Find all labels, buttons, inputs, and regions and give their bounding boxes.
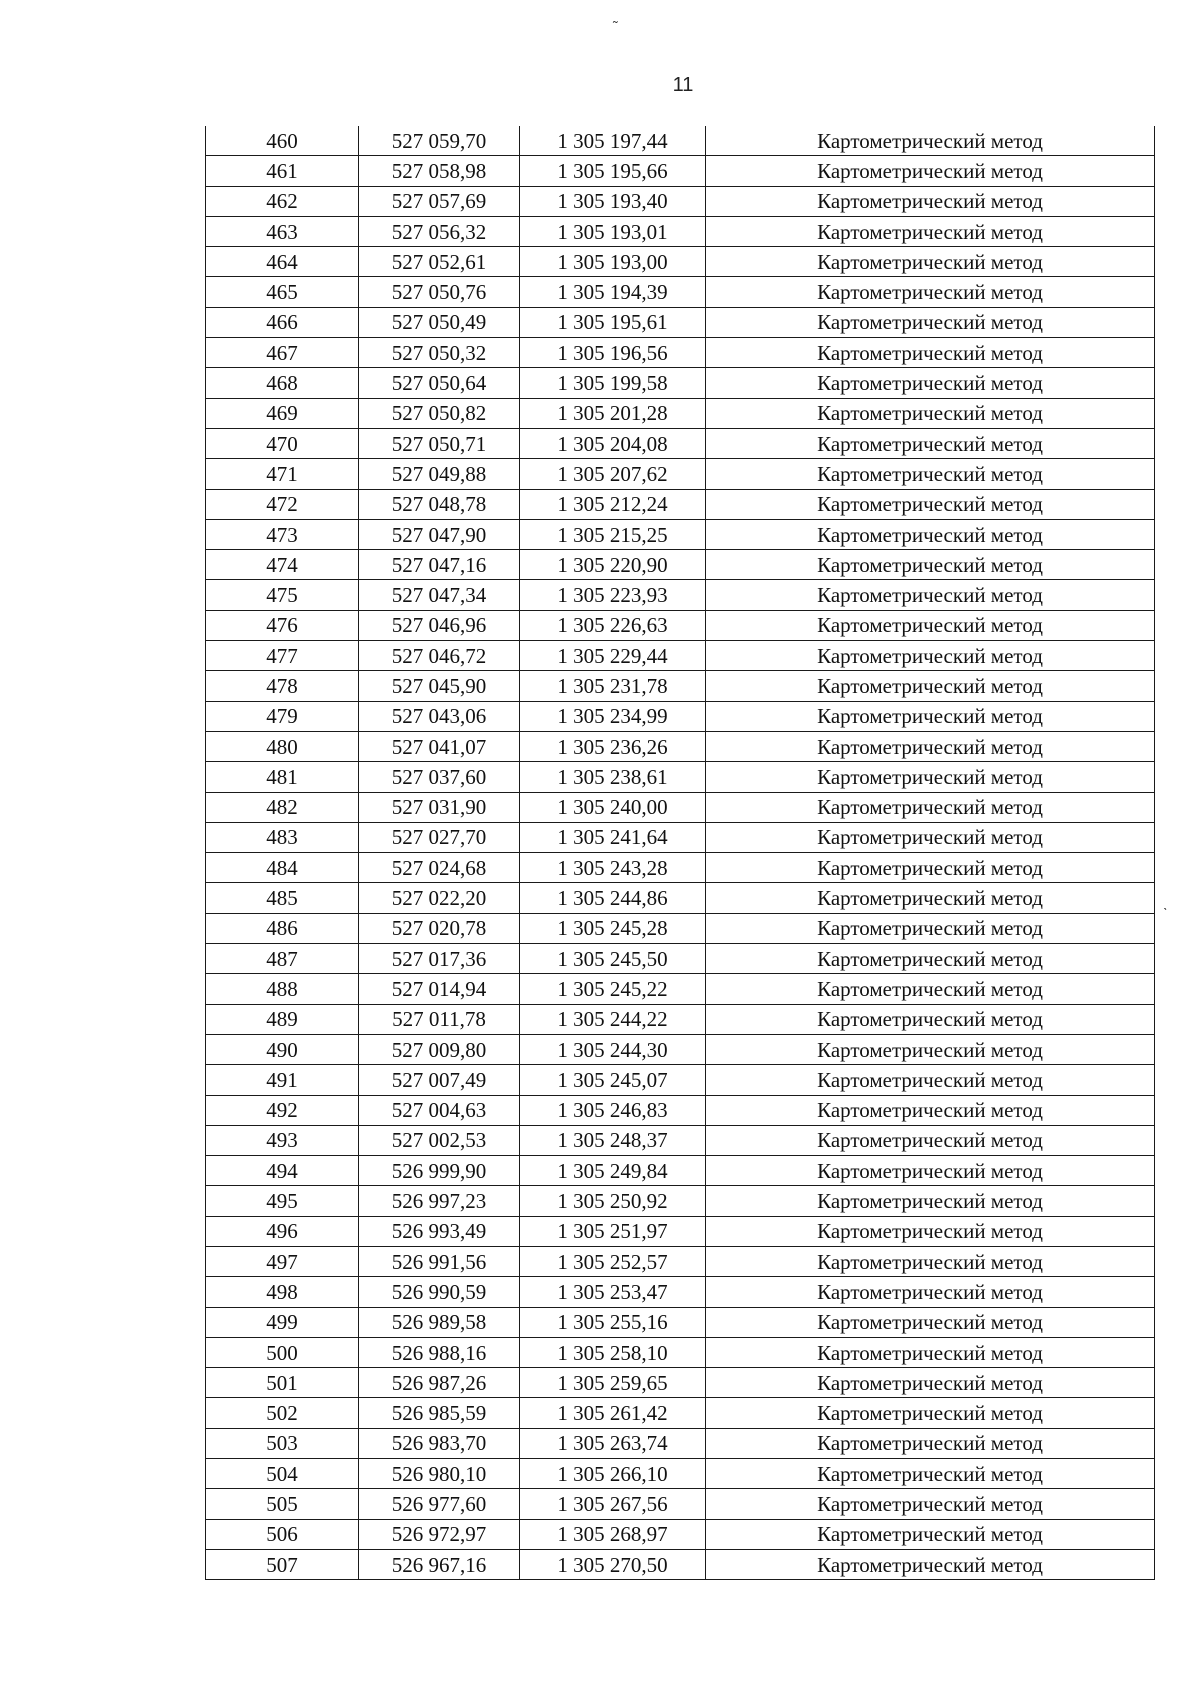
y-coordinate-cell: 1 305 250,92 bbox=[520, 1186, 706, 1216]
x-coordinate-cell: 527 037,60 bbox=[359, 762, 520, 792]
x-coordinate-cell: 527 048,78 bbox=[359, 489, 520, 519]
y-coordinate-cell: 1 305 241,64 bbox=[520, 822, 706, 852]
method-cell: Картометрический метод bbox=[706, 974, 1155, 1004]
y-coordinate-cell: 1 305 195,61 bbox=[520, 307, 706, 337]
table-row bbox=[206, 1337, 1155, 1367]
x-coordinate-cell: 527 027,70 bbox=[359, 822, 520, 852]
table-row bbox=[206, 762, 1155, 792]
method-cell: Картометрический метод bbox=[706, 186, 1155, 216]
y-coordinate-cell: 1 305 258,10 bbox=[520, 1337, 706, 1367]
x-coordinate-cell: 526 997,23 bbox=[359, 1186, 520, 1216]
y-coordinate-cell: 1 305 199,58 bbox=[520, 368, 706, 398]
x-coordinate-cell: 527 045,90 bbox=[359, 671, 520, 701]
point-number-cell: 507 bbox=[206, 1549, 359, 1579]
y-coordinate-cell: 1 305 244,30 bbox=[520, 1034, 706, 1064]
method-cell: Картометрический метод bbox=[706, 1095, 1155, 1125]
method-cell: Картометрический метод bbox=[706, 913, 1155, 943]
method-cell: Картометрический метод bbox=[706, 1216, 1155, 1246]
method-cell: Картометрический метод bbox=[706, 1034, 1155, 1064]
x-coordinate-cell: 527 050,82 bbox=[359, 398, 520, 428]
method-cell: Картометрический метод bbox=[706, 762, 1155, 792]
table-row bbox=[206, 1034, 1155, 1064]
y-coordinate-cell: 1 305 193,40 bbox=[520, 186, 706, 216]
table-row bbox=[206, 459, 1155, 489]
point-number-cell: 467 bbox=[206, 338, 359, 368]
y-coordinate-cell: 1 305 196,56 bbox=[520, 338, 706, 368]
x-coordinate-cell: 526 967,16 bbox=[359, 1549, 520, 1579]
point-number-cell: 504 bbox=[206, 1459, 359, 1489]
scan-speck: ˜ bbox=[613, 18, 618, 34]
table-row bbox=[206, 1398, 1155, 1428]
point-number-cell: 465 bbox=[206, 277, 359, 307]
table-row bbox=[206, 792, 1155, 822]
x-coordinate-cell: 527 047,16 bbox=[359, 550, 520, 580]
y-coordinate-cell: 1 305 248,37 bbox=[520, 1125, 706, 1155]
method-cell: Картометрический метод bbox=[706, 1428, 1155, 1458]
x-coordinate-cell: 526 999,90 bbox=[359, 1156, 520, 1186]
table-row bbox=[206, 883, 1155, 913]
table-row bbox=[206, 1307, 1155, 1337]
y-coordinate-cell: 1 305 245,07 bbox=[520, 1065, 706, 1095]
x-coordinate-cell: 527 050,76 bbox=[359, 277, 520, 307]
point-number-cell: 487 bbox=[206, 944, 359, 974]
y-coordinate-cell: 1 305 244,86 bbox=[520, 883, 706, 913]
y-coordinate-cell: 1 305 236,26 bbox=[520, 731, 706, 761]
table-row bbox=[206, 1459, 1155, 1489]
point-number-cell: 475 bbox=[206, 580, 359, 610]
x-coordinate-cell: 527 049,88 bbox=[359, 459, 520, 489]
point-number-cell: 461 bbox=[206, 156, 359, 186]
method-cell: Картометрический метод bbox=[706, 822, 1155, 852]
y-coordinate-cell: 1 305 259,65 bbox=[520, 1368, 706, 1398]
point-number-cell: 491 bbox=[206, 1065, 359, 1095]
point-number-cell: 477 bbox=[206, 641, 359, 671]
method-cell: Картометрический метод bbox=[706, 1459, 1155, 1489]
x-coordinate-cell: 527 020,78 bbox=[359, 913, 520, 943]
x-coordinate-cell: 527 011,78 bbox=[359, 1004, 520, 1034]
table-row bbox=[206, 913, 1155, 943]
y-coordinate-cell: 1 305 240,00 bbox=[520, 792, 706, 822]
y-coordinate-cell: 1 305 245,28 bbox=[520, 913, 706, 943]
coordinates-table bbox=[205, 126, 1155, 1580]
table-row bbox=[206, 338, 1155, 368]
point-number-cell: 468 bbox=[206, 368, 359, 398]
table-row bbox=[206, 156, 1155, 186]
table-row bbox=[206, 1095, 1155, 1125]
point-number-cell: 471 bbox=[206, 459, 359, 489]
x-coordinate-cell: 527 004,63 bbox=[359, 1095, 520, 1125]
table-row bbox=[206, 186, 1155, 216]
x-coordinate-cell: 526 989,58 bbox=[359, 1307, 520, 1337]
method-cell: Картометрический метод bbox=[706, 1489, 1155, 1519]
method-cell: Картометрический метод bbox=[706, 731, 1155, 761]
table-row bbox=[206, 1277, 1155, 1307]
point-number-cell: 497 bbox=[206, 1246, 359, 1276]
table-row bbox=[206, 1065, 1155, 1095]
table-row bbox=[206, 1246, 1155, 1276]
y-coordinate-cell: 1 305 193,01 bbox=[520, 216, 706, 246]
table-row bbox=[206, 701, 1155, 731]
point-number-cell: 482 bbox=[206, 792, 359, 822]
table-row bbox=[206, 1004, 1155, 1034]
x-coordinate-cell: 526 991,56 bbox=[359, 1246, 520, 1276]
x-coordinate-cell: 527 047,34 bbox=[359, 580, 520, 610]
y-coordinate-cell: 1 305 255,16 bbox=[520, 1307, 706, 1337]
table-row bbox=[206, 671, 1155, 701]
method-cell: Картометрический метод bbox=[706, 216, 1155, 246]
x-coordinate-cell: 527 056,32 bbox=[359, 216, 520, 246]
point-number-cell: 474 bbox=[206, 550, 359, 580]
table-row bbox=[206, 853, 1155, 883]
table-row bbox=[206, 1489, 1155, 1519]
y-coordinate-cell: 1 305 204,08 bbox=[520, 428, 706, 458]
point-number-cell: 489 bbox=[206, 1004, 359, 1034]
table-row bbox=[206, 974, 1155, 1004]
x-coordinate-cell: 527 024,68 bbox=[359, 853, 520, 883]
x-coordinate-cell: 527 002,53 bbox=[359, 1125, 520, 1155]
point-number-cell: 480 bbox=[206, 731, 359, 761]
method-cell: Картометрический метод bbox=[706, 944, 1155, 974]
table-row bbox=[206, 641, 1155, 671]
y-coordinate-cell: 1 305 212,24 bbox=[520, 489, 706, 519]
method-cell: Картометрический метод bbox=[706, 247, 1155, 277]
x-coordinate-cell: 527 017,36 bbox=[359, 944, 520, 974]
y-coordinate-cell: 1 305 267,56 bbox=[520, 1489, 706, 1519]
point-number-cell: 494 bbox=[206, 1156, 359, 1186]
table-row bbox=[206, 428, 1155, 458]
method-cell: Картометрический метод bbox=[706, 428, 1155, 458]
point-number-cell: 460 bbox=[206, 126, 359, 156]
x-coordinate-cell: 527 046,96 bbox=[359, 610, 520, 640]
point-number-cell: 478 bbox=[206, 671, 359, 701]
method-cell: Картометрический метод bbox=[706, 1519, 1155, 1549]
scan-speck: ˋ bbox=[1163, 905, 1168, 921]
y-coordinate-cell: 1 305 251,97 bbox=[520, 1216, 706, 1246]
point-number-cell: 499 bbox=[206, 1307, 359, 1337]
y-coordinate-cell: 1 305 226,63 bbox=[520, 610, 706, 640]
table-row bbox=[206, 247, 1155, 277]
method-cell: Картометрический метод bbox=[706, 459, 1155, 489]
method-cell: Картометрический метод bbox=[706, 1549, 1155, 1579]
x-coordinate-cell: 526 980,10 bbox=[359, 1459, 520, 1489]
table-row bbox=[206, 368, 1155, 398]
table-row bbox=[206, 580, 1155, 610]
y-coordinate-cell: 1 305 234,99 bbox=[520, 701, 706, 731]
table-row bbox=[206, 519, 1155, 549]
method-cell: Картометрический метод bbox=[706, 1246, 1155, 1276]
x-coordinate-cell: 526 987,26 bbox=[359, 1368, 520, 1398]
method-cell: Картометрический метод bbox=[706, 489, 1155, 519]
x-coordinate-cell: 527 046,72 bbox=[359, 641, 520, 671]
method-cell: Картометрический метод bbox=[706, 853, 1155, 883]
x-coordinate-cell: 527 058,98 bbox=[359, 156, 520, 186]
y-coordinate-cell: 1 305 207,62 bbox=[520, 459, 706, 489]
y-coordinate-cell: 1 305 268,97 bbox=[520, 1519, 706, 1549]
method-cell: Картометрический метод bbox=[706, 338, 1155, 368]
point-number-cell: 488 bbox=[206, 974, 359, 1004]
table-row bbox=[206, 489, 1155, 519]
method-cell: Картометрический метод bbox=[706, 156, 1155, 186]
x-coordinate-cell: 527 022,20 bbox=[359, 883, 520, 913]
method-cell: Картометрический метод bbox=[706, 1368, 1155, 1398]
point-number-cell: 464 bbox=[206, 247, 359, 277]
table-row bbox=[206, 1519, 1155, 1549]
y-coordinate-cell: 1 305 231,78 bbox=[520, 671, 706, 701]
point-number-cell: 486 bbox=[206, 913, 359, 943]
table-row bbox=[206, 731, 1155, 761]
point-number-cell: 479 bbox=[206, 701, 359, 731]
table-row bbox=[206, 277, 1155, 307]
point-number-cell: 466 bbox=[206, 307, 359, 337]
method-cell: Картометрический метод bbox=[706, 1004, 1155, 1034]
x-coordinate-cell: 526 983,70 bbox=[359, 1428, 520, 1458]
point-number-cell: 490 bbox=[206, 1034, 359, 1064]
method-cell: Картометрический метод bbox=[706, 1337, 1155, 1367]
table-row bbox=[206, 1186, 1155, 1216]
x-coordinate-cell: 526 988,16 bbox=[359, 1337, 520, 1367]
table-row bbox=[206, 1549, 1155, 1579]
method-cell: Картометрический метод bbox=[706, 126, 1155, 156]
y-coordinate-cell: 1 305 238,61 bbox=[520, 762, 706, 792]
y-coordinate-cell: 1 305 245,22 bbox=[520, 974, 706, 1004]
coordinates-table-container bbox=[205, 126, 1154, 1580]
point-number-cell: 463 bbox=[206, 216, 359, 246]
y-coordinate-cell: 1 305 193,00 bbox=[520, 247, 706, 277]
method-cell: Картометрический метод bbox=[706, 641, 1155, 671]
table-row bbox=[206, 1428, 1155, 1458]
y-coordinate-cell: 1 305 195,66 bbox=[520, 156, 706, 186]
table-row bbox=[206, 550, 1155, 580]
table-row bbox=[206, 822, 1155, 852]
method-cell: Картометрический метод bbox=[706, 1186, 1155, 1216]
y-coordinate-cell: 1 305 261,42 bbox=[520, 1398, 706, 1428]
x-coordinate-cell: 527 052,61 bbox=[359, 247, 520, 277]
x-coordinate-cell: 527 047,90 bbox=[359, 519, 520, 549]
y-coordinate-cell: 1 305 244,22 bbox=[520, 1004, 706, 1034]
method-cell: Картометрический метод bbox=[706, 792, 1155, 822]
x-coordinate-cell: 527 050,64 bbox=[359, 368, 520, 398]
point-number-cell: 505 bbox=[206, 1489, 359, 1519]
x-coordinate-cell: 527 007,49 bbox=[359, 1065, 520, 1095]
y-coordinate-cell: 1 305 229,44 bbox=[520, 641, 706, 671]
x-coordinate-cell: 527 059,70 bbox=[359, 126, 520, 156]
x-coordinate-cell: 527 057,69 bbox=[359, 186, 520, 216]
y-coordinate-cell: 1 305 270,50 bbox=[520, 1549, 706, 1579]
x-coordinate-cell: 527 050,49 bbox=[359, 307, 520, 337]
y-coordinate-cell: 1 305 249,84 bbox=[520, 1156, 706, 1186]
x-coordinate-cell: 527 050,32 bbox=[359, 338, 520, 368]
y-coordinate-cell: 1 305 266,10 bbox=[520, 1459, 706, 1489]
y-coordinate-cell: 1 305 223,93 bbox=[520, 580, 706, 610]
point-number-cell: 462 bbox=[206, 186, 359, 216]
method-cell: Картометрический метод bbox=[706, 1065, 1155, 1095]
method-cell: Картометрический метод bbox=[706, 701, 1155, 731]
method-cell: Картометрический метод bbox=[706, 580, 1155, 610]
point-number-cell: 483 bbox=[206, 822, 359, 852]
method-cell: Картометрический метод bbox=[706, 519, 1155, 549]
point-number-cell: 501 bbox=[206, 1368, 359, 1398]
table-row bbox=[206, 307, 1155, 337]
y-coordinate-cell: 1 305 245,50 bbox=[520, 944, 706, 974]
y-coordinate-cell: 1 305 263,74 bbox=[520, 1428, 706, 1458]
point-number-cell: 502 bbox=[206, 1398, 359, 1428]
table-row bbox=[206, 1125, 1155, 1155]
y-coordinate-cell: 1 305 197,44 bbox=[520, 126, 706, 156]
point-number-cell: 476 bbox=[206, 610, 359, 640]
point-number-cell: 473 bbox=[206, 519, 359, 549]
x-coordinate-cell: 527 050,71 bbox=[359, 428, 520, 458]
x-coordinate-cell: 526 985,59 bbox=[359, 1398, 520, 1428]
y-coordinate-cell: 1 305 253,47 bbox=[520, 1277, 706, 1307]
method-cell: Картометрический метод bbox=[706, 1156, 1155, 1186]
point-number-cell: 500 bbox=[206, 1337, 359, 1367]
point-number-cell: 481 bbox=[206, 762, 359, 792]
point-number-cell: 492 bbox=[206, 1095, 359, 1125]
x-coordinate-cell: 526 972,97 bbox=[359, 1519, 520, 1549]
table-row bbox=[206, 1216, 1155, 1246]
point-number-cell: 485 bbox=[206, 883, 359, 913]
y-coordinate-cell: 1 305 252,57 bbox=[520, 1246, 706, 1276]
point-number-cell: 495 bbox=[206, 1186, 359, 1216]
y-coordinate-cell: 1 305 246,83 bbox=[520, 1095, 706, 1125]
point-number-cell: 498 bbox=[206, 1277, 359, 1307]
y-coordinate-cell: 1 305 243,28 bbox=[520, 853, 706, 883]
table-row bbox=[206, 1156, 1155, 1186]
x-coordinate-cell: 526 993,49 bbox=[359, 1216, 520, 1246]
table-row bbox=[206, 126, 1155, 156]
method-cell: Картометрический метод bbox=[706, 1277, 1155, 1307]
y-coordinate-cell: 1 305 220,90 bbox=[520, 550, 706, 580]
method-cell: Картометрический метод bbox=[706, 1398, 1155, 1428]
table-row bbox=[206, 944, 1155, 974]
point-number-cell: 470 bbox=[206, 428, 359, 458]
table-row bbox=[206, 398, 1155, 428]
page-number: 11 bbox=[672, 74, 694, 96]
table-row bbox=[206, 216, 1155, 246]
point-number-cell: 496 bbox=[206, 1216, 359, 1246]
method-cell: Картометрический метод bbox=[706, 883, 1155, 913]
method-cell: Картометрический метод bbox=[706, 1125, 1155, 1155]
table-row bbox=[206, 1368, 1155, 1398]
point-number-cell: 503 bbox=[206, 1428, 359, 1458]
point-number-cell: 506 bbox=[206, 1519, 359, 1549]
method-cell: Картометрический метод bbox=[706, 368, 1155, 398]
method-cell: Картометрический метод bbox=[706, 277, 1155, 307]
x-coordinate-cell: 526 977,60 bbox=[359, 1489, 520, 1519]
y-coordinate-cell: 1 305 194,39 bbox=[520, 277, 706, 307]
x-coordinate-cell: 526 990,59 bbox=[359, 1277, 520, 1307]
method-cell: Картометрический метод bbox=[706, 610, 1155, 640]
method-cell: Картометрический метод bbox=[706, 671, 1155, 701]
x-coordinate-cell: 527 009,80 bbox=[359, 1034, 520, 1064]
method-cell: Картометрический метод bbox=[706, 307, 1155, 337]
x-coordinate-cell: 527 041,07 bbox=[359, 731, 520, 761]
point-number-cell: 469 bbox=[206, 398, 359, 428]
point-number-cell: 493 bbox=[206, 1125, 359, 1155]
y-coordinate-cell: 1 305 215,25 bbox=[520, 519, 706, 549]
method-cell: Картометрический метод bbox=[706, 550, 1155, 580]
method-cell: Картометрический метод bbox=[706, 398, 1155, 428]
method-cell: Картометрический метод bbox=[706, 1307, 1155, 1337]
x-coordinate-cell: 527 043,06 bbox=[359, 701, 520, 731]
coordinates-table-body bbox=[206, 126, 1155, 1580]
x-coordinate-cell: 527 031,90 bbox=[359, 792, 520, 822]
point-number-cell: 484 bbox=[206, 853, 359, 883]
x-coordinate-cell: 527 014,94 bbox=[359, 974, 520, 1004]
point-number-cell: 472 bbox=[206, 489, 359, 519]
y-coordinate-cell: 1 305 201,28 bbox=[520, 398, 706, 428]
table-row bbox=[206, 610, 1155, 640]
